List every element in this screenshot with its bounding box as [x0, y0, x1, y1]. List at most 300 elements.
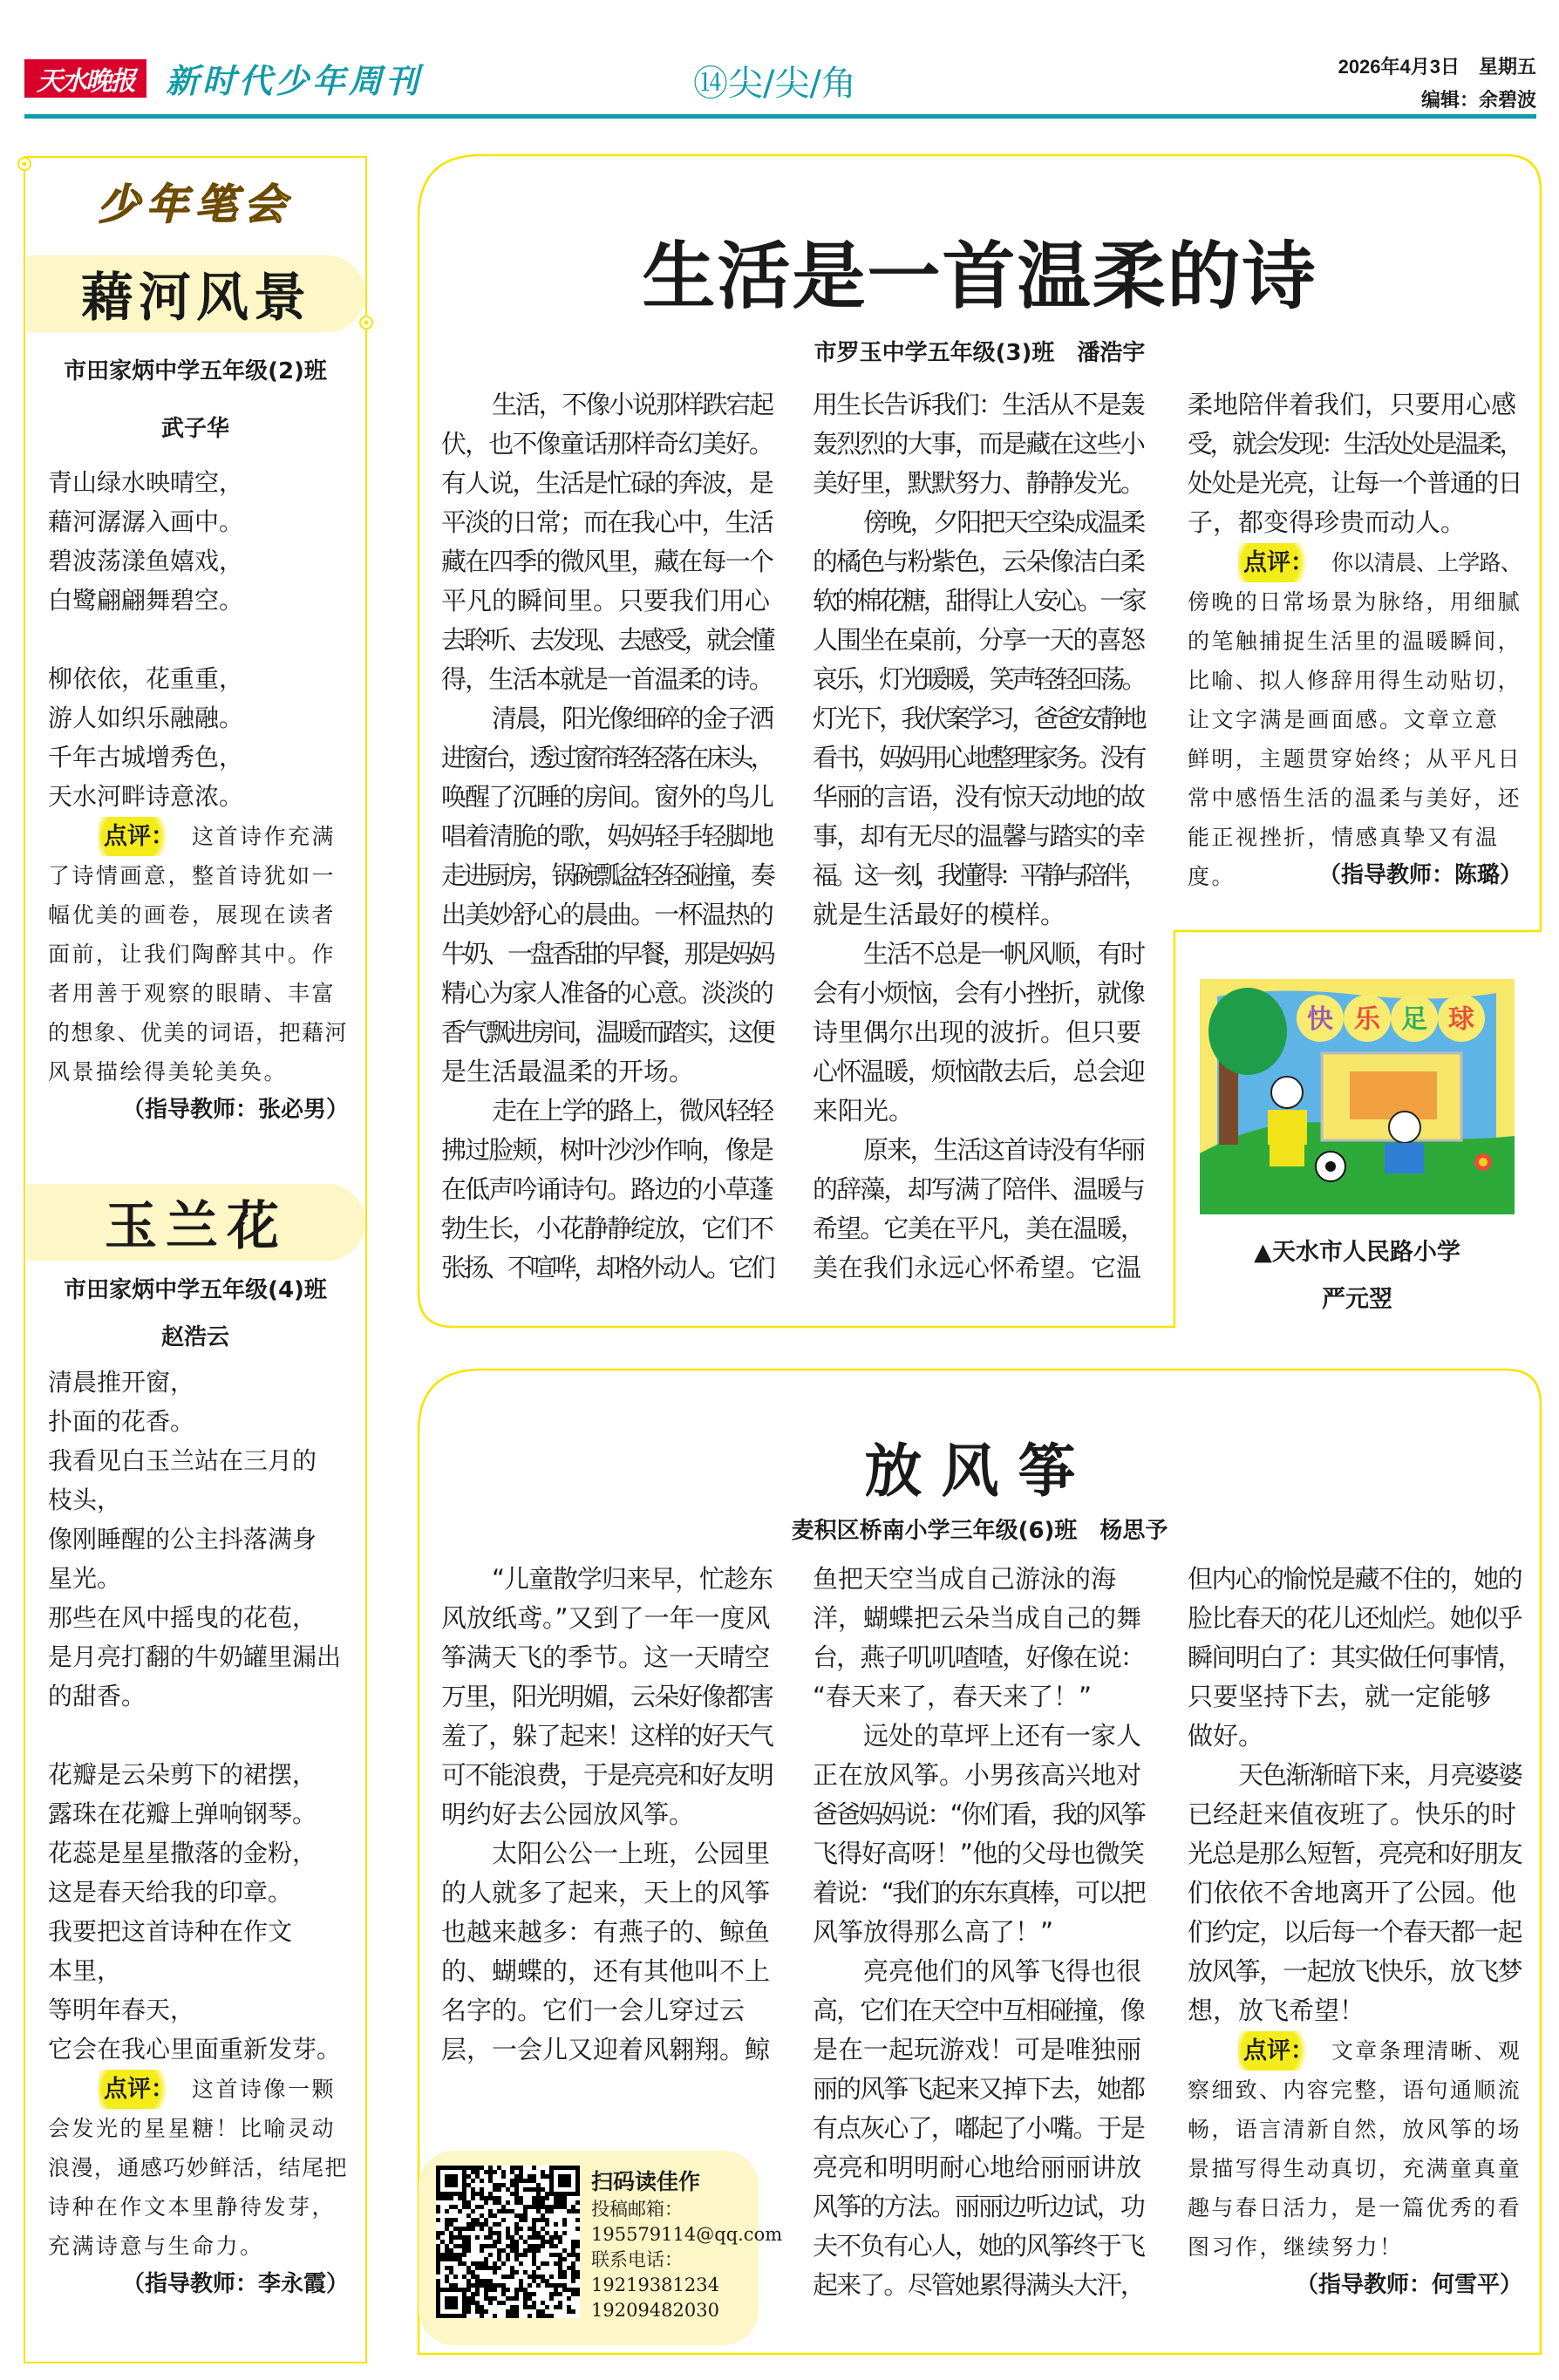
line-text: 藉河潺潺入画中。: [48, 507, 244, 536]
line-text: 扑面的花香。: [48, 1407, 195, 1436]
text-line: [813, 2187, 1145, 2227]
line-text: 等明年春天，: [48, 1996, 195, 2024]
line-text: 这是春天给我的印章。: [48, 1878, 293, 1907]
line-text: 原来，生活这首诗没有华丽: [863, 1135, 1144, 1165]
text-line: [441, 1756, 773, 1795]
text-line: [1188, 1560, 1522, 1599]
text-line: [1188, 1638, 1522, 1677]
line-text: 们约定，以后每一个春天都一起: [1188, 1917, 1522, 1947]
text-line: [1188, 385, 1522, 425]
corner-dot: [360, 316, 372, 329]
text-line: [48, 620, 349, 659]
line-text: 会发光的星星糖！比喻灵动: [48, 2116, 337, 2141]
text-line: [48, 777, 349, 816]
comment-line: [1188, 2227, 1522, 2266]
line-text: 面前，让我们陶醉其中。作: [48, 942, 337, 967]
line-text: 勃生长，小花静静绽放，它们不: [441, 1214, 773, 1243]
poem1-author: 武子华: [160, 416, 229, 442]
line-text: 的辞藻，却写满了陪伴、温暖与: [813, 1174, 1144, 1204]
text-line: [813, 1913, 1145, 1952]
text-line: [1188, 503, 1522, 542]
text-line: [48, 1990, 349, 2030]
text-line: [813, 974, 1145, 1013]
line-text: 轰烈烈的大事，而是藏在这些小: [813, 429, 1144, 459]
line-text: 华丽的言语，没有惊天动地的故: [813, 782, 1144, 812]
line-text: 鱼把天空当成自己游泳的海: [813, 1564, 1117, 1594]
line-text: 有人说，生活是忙碌的奔波，是: [441, 468, 773, 498]
text-line: [441, 1913, 773, 1952]
text-line: [48, 1755, 349, 1794]
text-line: [441, 1131, 773, 1170]
line-text: 察细致、内容完整，语句通顺流: [1188, 2077, 1522, 2103]
line-text: 走在上学的路上，微风轻轻: [492, 1096, 773, 1125]
email-label: 投稿邮箱：: [591, 2199, 683, 2220]
article2-title: 放风筝: [864, 1438, 1095, 1505]
line-text: 浪漫，通感巧妙鲜活，结尾把: [48, 2155, 348, 2180]
comment-line: [1188, 778, 1522, 817]
section-title: ⑭尖/尖/角: [693, 64, 856, 104]
comment-line: [48, 2226, 349, 2265]
line-text: 出美妙舒心的晨曲。一杯温热的: [441, 900, 773, 929]
teacher-credit: （指导教师：陈璐）: [1317, 862, 1522, 888]
comment-line: [48, 1051, 349, 1091]
article1-column-3: [1188, 385, 1522, 895]
line-text: 我要把这首诗种在作文: [48, 1917, 293, 1946]
text-line: [813, 1052, 1145, 1091]
text-line: [441, 856, 773, 895]
line-text: 光总是那么短暂，亮亮和好朋友: [1188, 1839, 1522, 1868]
line-text: 着说：“我们的东东真棒，可以把: [813, 1878, 1144, 1907]
line-text: 心怀温暖，烦恼散去后，总会迎: [813, 1057, 1144, 1086]
text-line: [813, 1952, 1145, 1991]
text-line: [441, 974, 773, 1013]
line-text: 脸比春天的花儿还灿烂。她似乎: [1188, 1603, 1522, 1633]
line-text: 太阳公公一上班，公园里: [492, 1839, 771, 1868]
comment-line: [48, 973, 349, 1012]
line-text: 青山绿水映晴空，: [48, 468, 244, 497]
text-line: [813, 1873, 1145, 1913]
text-line: [441, 1599, 773, 1638]
text-line: [441, 1091, 773, 1131]
text-line: [813, 2227, 1145, 2266]
text-line: [441, 1209, 773, 1248]
text-line: [813, 1248, 1145, 1288]
text-line: [441, 1052, 773, 1091]
line-text: 希望。它美在平凡，美在温暖，: [813, 1214, 1144, 1243]
line-text: 诗里偶尔出现的波折。但只要: [813, 1017, 1142, 1047]
text-line: [441, 699, 773, 738]
line-text: 的人就多了起来，天上的风筝: [441, 1878, 771, 1907]
line-text: 事，却有无尽的温馨与踏实的幸: [813, 821, 1144, 851]
text-line: [441, 2030, 773, 2070]
text-line: [1188, 1952, 1522, 1991]
text-line: [48, 1951, 349, 1990]
line-text: 明约好去公园放风筝。: [441, 1799, 695, 1829]
line-text: 藏在四季的微风里，藏在每一个: [441, 547, 773, 576]
poem1-body: [48, 463, 349, 1130]
teacher-credit: （指导教师：张必男）: [121, 1097, 349, 1123]
publication-title: 新时代少年周刊: [166, 61, 423, 100]
text-line: [48, 463, 349, 502]
text-line: [813, 2070, 1145, 2109]
line-text: 常中感悟生活的温柔与美好，还: [1188, 785, 1522, 811]
line-text: 进窗台，透过窗帘轻轻落在床头，: [441, 743, 773, 772]
line-text: 的橘色与粉紫色，云朵像洁白柔: [813, 547, 1144, 576]
text-line: [48, 1520, 349, 1559]
text-line: [813, 660, 1145, 699]
line-text: 让文字满是画面感。文章立意: [1188, 707, 1500, 732]
line-text: 的、蝴蝶的，还有其他叫不上: [441, 1956, 771, 1986]
text-line: [48, 581, 349, 620]
text-line: [813, 581, 1145, 621]
text-line: [441, 1991, 773, 2030]
line-text: 那些在风中摇曳的花苞，: [48, 1603, 317, 1632]
poem2-school: 市田家炳中学五年级(4)班: [64, 1277, 327, 1303]
text-line: [48, 1598, 349, 1637]
line-text: 傍晚，夕阳把天空染成温柔: [863, 507, 1144, 537]
line-text: 爸爸妈妈说：“你们看，我的风筝: [813, 1799, 1144, 1829]
article2-column-1: [441, 1560, 773, 2070]
text-line: [813, 503, 1145, 542]
line-text: 飞得好高呀！”他的父母也微笑: [813, 1839, 1144, 1868]
teacher-credit: （指导教师：李永霞）: [121, 2271, 349, 2297]
comment-line: [1188, 2030, 1522, 2070]
line-text: 羞了，躲了起来！这样的好天气: [441, 1721, 773, 1751]
text-line: [1188, 464, 1522, 503]
line-text: 亮亮他们的风筝飞得也很: [863, 1956, 1142, 1986]
corner-dot: [18, 158, 31, 170]
text-line: [441, 464, 773, 503]
header-divider: [24, 114, 1536, 119]
poem2-title: 玉兰花: [27, 1184, 365, 1261]
text-line: [813, 738, 1145, 778]
line-text: 者用善于观察的眼睛、丰富: [48, 981, 337, 1006]
text-line: [441, 895, 773, 935]
comment-line: [1188, 817, 1522, 856]
line-text: 畅，语言清新自然，放风筝的场: [1188, 2117, 1522, 2142]
line-text: 台，燕子叽叽喳喳，好像在说：: [813, 1642, 1144, 1672]
teacher-credit-line: [1188, 2266, 1522, 2305]
comment-line: [48, 1012, 349, 1051]
text-line: [813, 2148, 1145, 2187]
text-line: [48, 1873, 349, 1912]
text-line: [1188, 1599, 1522, 1638]
text-line: [48, 1833, 349, 1873]
text-line: [813, 425, 1145, 464]
text-line: [48, 1676, 349, 1716]
line-text: 幅优美的画卷，展现在读者: [48, 902, 337, 928]
text-line: [813, 895, 1145, 935]
line-text: 做好。: [1188, 1721, 1264, 1751]
line-text: 本里，: [48, 1956, 122, 1985]
comment-line: [1188, 738, 1522, 778]
text-line: [441, 385, 773, 425]
line-text: “春天来了，春天来了！”: [813, 1682, 1093, 1711]
childrens-drawing-football: [1200, 979, 1515, 1214]
drawing-letter: 足: [1401, 1004, 1427, 1035]
line-text: 想，放飞希望！: [1188, 1996, 1365, 2025]
line-text: 天水河畔诗意浓。: [48, 782, 244, 811]
comment-line: [1188, 621, 1522, 660]
line-text: 拂过脸颊，树叶沙沙作响，像是: [441, 1135, 773, 1165]
article1-byline: 市罗玉中学五年级(3)班 潘浩宇: [814, 340, 1146, 366]
line-text: 清晨推开窗，: [48, 1368, 195, 1397]
line-text: 是生活最温柔的开场。: [441, 1057, 695, 1086]
poem2-author: 赵浩云: [160, 1324, 229, 1350]
line-text: 能正视挫折，情感真挚又有温: [1188, 825, 1500, 850]
text-line: [48, 698, 349, 738]
line-text: 起来了。尽管她累得满头大汗，: [813, 2270, 1144, 2300]
comment-line: [1188, 856, 1522, 895]
line-text: 这首诗作充满: [192, 824, 337, 849]
teacher-credit-line: [48, 1091, 349, 1130]
comment-line: [1188, 2148, 1522, 2187]
line-text: 在低声吟诵诗句。路边的小草蓬: [441, 1174, 773, 1204]
line-text: 诗种在作文本里静待发芽，: [48, 2194, 337, 2220]
comment-label: 点评：: [99, 2070, 180, 2109]
article1-column-2: [813, 385, 1145, 1288]
drawing-letter: 球: [1448, 1004, 1474, 1035]
article2-column-3: [1188, 1560, 1522, 2305]
text-line: [48, 1794, 349, 1833]
line-text: 鲜明，主题贯穿始终；从平凡日: [1188, 746, 1522, 772]
text-line: [441, 817, 773, 856]
comment-line: [48, 2069, 349, 2108]
line-text: 美好里，默默努力、静静发光。: [813, 468, 1144, 498]
text-line: [813, 464, 1145, 503]
line-text: 风筝放得那么高了！”: [813, 1917, 1054, 1947]
text-line: [441, 581, 773, 621]
text-line: [813, 2109, 1145, 2148]
line-text: 千年古城增秀色，: [48, 743, 244, 772]
editor-credit: 编辑：余碧波: [1420, 89, 1536, 111]
line-text: 图习作，继续努力！: [1188, 2234, 1404, 2260]
comment-line: [48, 816, 349, 855]
line-text: 有点灰心了，嘟起了小嘴。于是: [813, 2113, 1144, 2143]
text-line: [813, 1991, 1145, 2030]
line-text: 用生长告诉我们：生活从不是轰: [813, 390, 1144, 419]
article2-column-2: [813, 1560, 1145, 2305]
line-text: 福。这一刻，我懂得：平静与陪伴，: [813, 860, 1144, 890]
line-text: 软的棉花糖，甜得让人安心。一家: [813, 586, 1144, 615]
line-text: 它会在我心里面重新发芽。: [48, 2035, 342, 2064]
line-text: 精心为家人准备的心意。淡淡的: [441, 978, 773, 1008]
text-line: [813, 621, 1145, 660]
text-line: [813, 1717, 1145, 1756]
text-line: [813, 1638, 1145, 1677]
text-line: [441, 1873, 773, 1913]
line-text: 我看见白玉兰站在三月的: [48, 1446, 317, 1475]
comment-label: 点评：: [99, 817, 180, 856]
text-line: [1188, 1756, 1522, 1795]
text-line: [48, 1480, 349, 1520]
line-text: 像刚睡醒的公主抖落满身: [48, 1525, 317, 1554]
comment-line: [48, 2147, 349, 2186]
text-line: [48, 1363, 349, 1402]
qr-code[interactable]: [436, 2166, 580, 2318]
line-text: 可不能浪费，于是亮亮和好友明: [441, 1760, 773, 1790]
text-line: [48, 1637, 349, 1676]
corner-dot-center: [23, 162, 27, 167]
column-title: 少年笔会: [97, 180, 293, 229]
text-line: [813, 856, 1145, 895]
text-line: [813, 699, 1145, 738]
line-text: 花瓣是云朵剪下的裙摆，: [48, 1760, 317, 1789]
line-text: 看书，妈妈用心地整理家务。没有: [813, 743, 1144, 772]
line-text: 们依依不舍地离开了公园。他: [1188, 1878, 1517, 1907]
line-text: 风景描绘得美轮美奂。: [48, 1059, 289, 1085]
line-text: 人围坐在桌前，分享一天的喜怒: [813, 625, 1144, 655]
phone-label: 联系电话：: [591, 2249, 683, 2270]
text-line: [813, 2030, 1145, 2070]
text-line: [441, 503, 773, 542]
line-text: 亮亮和明明耐心地给丽丽讲放: [813, 2152, 1142, 2182]
text-line: [813, 1599, 1145, 1638]
text-line: [1188, 1913, 1522, 1952]
drawing-letter: 乐: [1354, 1004, 1380, 1035]
text-line: [48, 738, 349, 777]
line-text: 趣与春日活力，是一篇优秀的看: [1188, 2195, 1522, 2220]
line-text: 万里，阳光明媚，云朵好像都害: [441, 1682, 773, 1711]
text-line: [441, 1834, 773, 1873]
line-text: 星光。: [48, 1564, 122, 1593]
text-line: [441, 1560, 773, 1599]
comment-line: [1188, 542, 1522, 581]
comment-line: [1188, 2109, 1522, 2148]
comment-line: [1188, 660, 1522, 699]
line-text: 唱着清脆的歌，妈妈轻手轻脚地: [441, 821, 773, 851]
text-line: [441, 621, 773, 660]
article1-column-1: [441, 385, 773, 1288]
article2-byline: 麦积区桥南小学三年级(6)班 杨思予: [791, 1518, 1168, 1544]
text-line: [441, 1952, 773, 1991]
text-line: [813, 1795, 1145, 1834]
line-text: 美在我们永远心怀希望。它温: [813, 1253, 1142, 1282]
line-text: 洋，蝴蝶把云朵当成自己的舞: [813, 1603, 1142, 1633]
text-line: [48, 1559, 349, 1598]
line-text: 了诗情画意，整首诗犹如一: [48, 863, 337, 888]
line-text: 高，它们在天空中互相碰撞，像: [813, 1996, 1144, 2025]
line-text: 瞬间明白了：其实做任何事情，: [1188, 1642, 1522, 1672]
line-text: 子，都变得珍贵而动人。: [1188, 507, 1467, 537]
text-line: [813, 1170, 1145, 1209]
line-text: 你以清晨、上学路、: [1331, 550, 1522, 575]
text-line: [1188, 1873, 1522, 1913]
text-line: [441, 738, 773, 778]
article1-title: 生活是一首温柔的诗: [642, 234, 1317, 319]
line-text: 也越来越多：有燕子的、鲸鱼: [441, 1917, 771, 1947]
line-text: 会有小烦恼，会有小挫折，就像: [813, 978, 1144, 1008]
submission-email[interactable]: 195579114@qq.com: [591, 2224, 783, 2245]
poem1-title: 藉河风景: [27, 255, 365, 332]
text-line: [441, 1248, 773, 1288]
text-line: [813, 385, 1145, 425]
line-text: 唤醒了沉睡的房间。窗外的鸟儿: [441, 782, 773, 812]
text-line: [1188, 1795, 1522, 1834]
line-text: 柳依依，花重重，: [48, 664, 244, 693]
text-line: [813, 1209, 1145, 1248]
comment-line: [1188, 2070, 1522, 2109]
text-line: [813, 817, 1145, 856]
line-text: 伏，也不像童话那样奇幻美好。: [441, 429, 773, 459]
text-line: [48, 1441, 349, 1480]
line-text: 这首诗像一颗: [192, 2077, 337, 2102]
line-text: 风筝的方法。丽丽边听边试，功: [813, 2192, 1144, 2221]
line-text: 露珠在花瓣上弹响钢琴。: [48, 1799, 317, 1828]
text-line: [813, 1091, 1145, 1131]
text-line: [813, 778, 1145, 817]
text-line: [48, 1912, 349, 1951]
text-line: [48, 1716, 349, 1755]
line-text: 充满诗意与生命力。: [48, 2234, 264, 2259]
comment-line: [1188, 699, 1522, 738]
text-line: [813, 1131, 1145, 1170]
line-text: 生活不总是一帆风顺，有时: [863, 939, 1144, 969]
comment-label: 点评：: [1238, 543, 1319, 582]
line-text: 张扬、不喧哗，却格外动人。它们: [441, 1253, 773, 1282]
line-text: 远处的草坪上还有一家人: [863, 1721, 1142, 1751]
line-text: 清晨，阳光像细碎的金子洒: [492, 704, 773, 733]
comment-label: 点评：: [1238, 2031, 1319, 2071]
line-text: 处处是光亮，让每一个普通的日: [1188, 468, 1522, 498]
text-line: [441, 935, 773, 974]
artwork-caption-author: 严元翌: [1322, 1286, 1392, 1313]
phone-number: 19219381234: [591, 2275, 719, 2295]
line-text: 是在一起玩游戏！可是唯独丽: [813, 2035, 1142, 2064]
text-line: [1188, 1991, 1522, 2030]
text-line: [813, 1834, 1145, 1873]
text-line: [441, 1717, 773, 1756]
text-line: [48, 659, 349, 698]
text-line: [441, 1795, 773, 1834]
line-text: 景描写得生动真切，充满童真童: [1188, 2156, 1522, 2181]
text-line: [48, 1402, 349, 1441]
text-line: [441, 1677, 773, 1717]
line-text: 比喻、拟人修辞用得生动贴切，: [1188, 668, 1522, 693]
comment-line: [48, 894, 349, 934]
line-text: 文章条理清晰、观: [1331, 2038, 1522, 2064]
line-text: 来阳光。: [813, 1096, 915, 1125]
text-line: [1188, 1677, 1522, 1717]
teacher-credit: （指导教师：何雪平）: [1295, 2272, 1522, 2298]
text-line: [813, 542, 1145, 581]
text-line: [813, 935, 1145, 974]
text-line: [48, 2030, 349, 2069]
text-line: [813, 1677, 1145, 1717]
line-text: 的想象、优美的词语，把藉河: [48, 1020, 348, 1045]
line-text: 度。: [1188, 864, 1236, 889]
text-line: [441, 425, 773, 464]
comment-line: [48, 2186, 349, 2226]
line-text: 走进厨房，锅碗瓢盆轻轻碰撞，奏: [441, 860, 773, 890]
text-line: [1188, 425, 1522, 464]
comment-line: [48, 2108, 349, 2147]
line-text: 层，一会儿又迎着风翱翔。鲸: [441, 2035, 771, 2064]
line-text: 丽的风筝飞起来又掉下去，她都: [813, 2074, 1144, 2104]
line-text: 游人如织乐融融。: [48, 704, 244, 732]
line-text: 灯光下，我伏案学习，爸爸安静地: [813, 704, 1144, 733]
line-text: 花蕊是星星撒落的金粉，: [48, 1839, 317, 1867]
phone-number: 19209482030: [591, 2300, 719, 2321]
line-text: 白鹭翩翩舞碧空。: [48, 586, 244, 615]
text-line: [1188, 1834, 1522, 1873]
text-line: [441, 1638, 773, 1677]
teacher-credit-line: [48, 2265, 349, 2304]
text-line: [441, 1170, 773, 1209]
line-text: 生活，不像小说那样跌宕起: [492, 390, 773, 419]
drawing-letter: 快: [1307, 1004, 1333, 1035]
text-line: [813, 1756, 1145, 1795]
